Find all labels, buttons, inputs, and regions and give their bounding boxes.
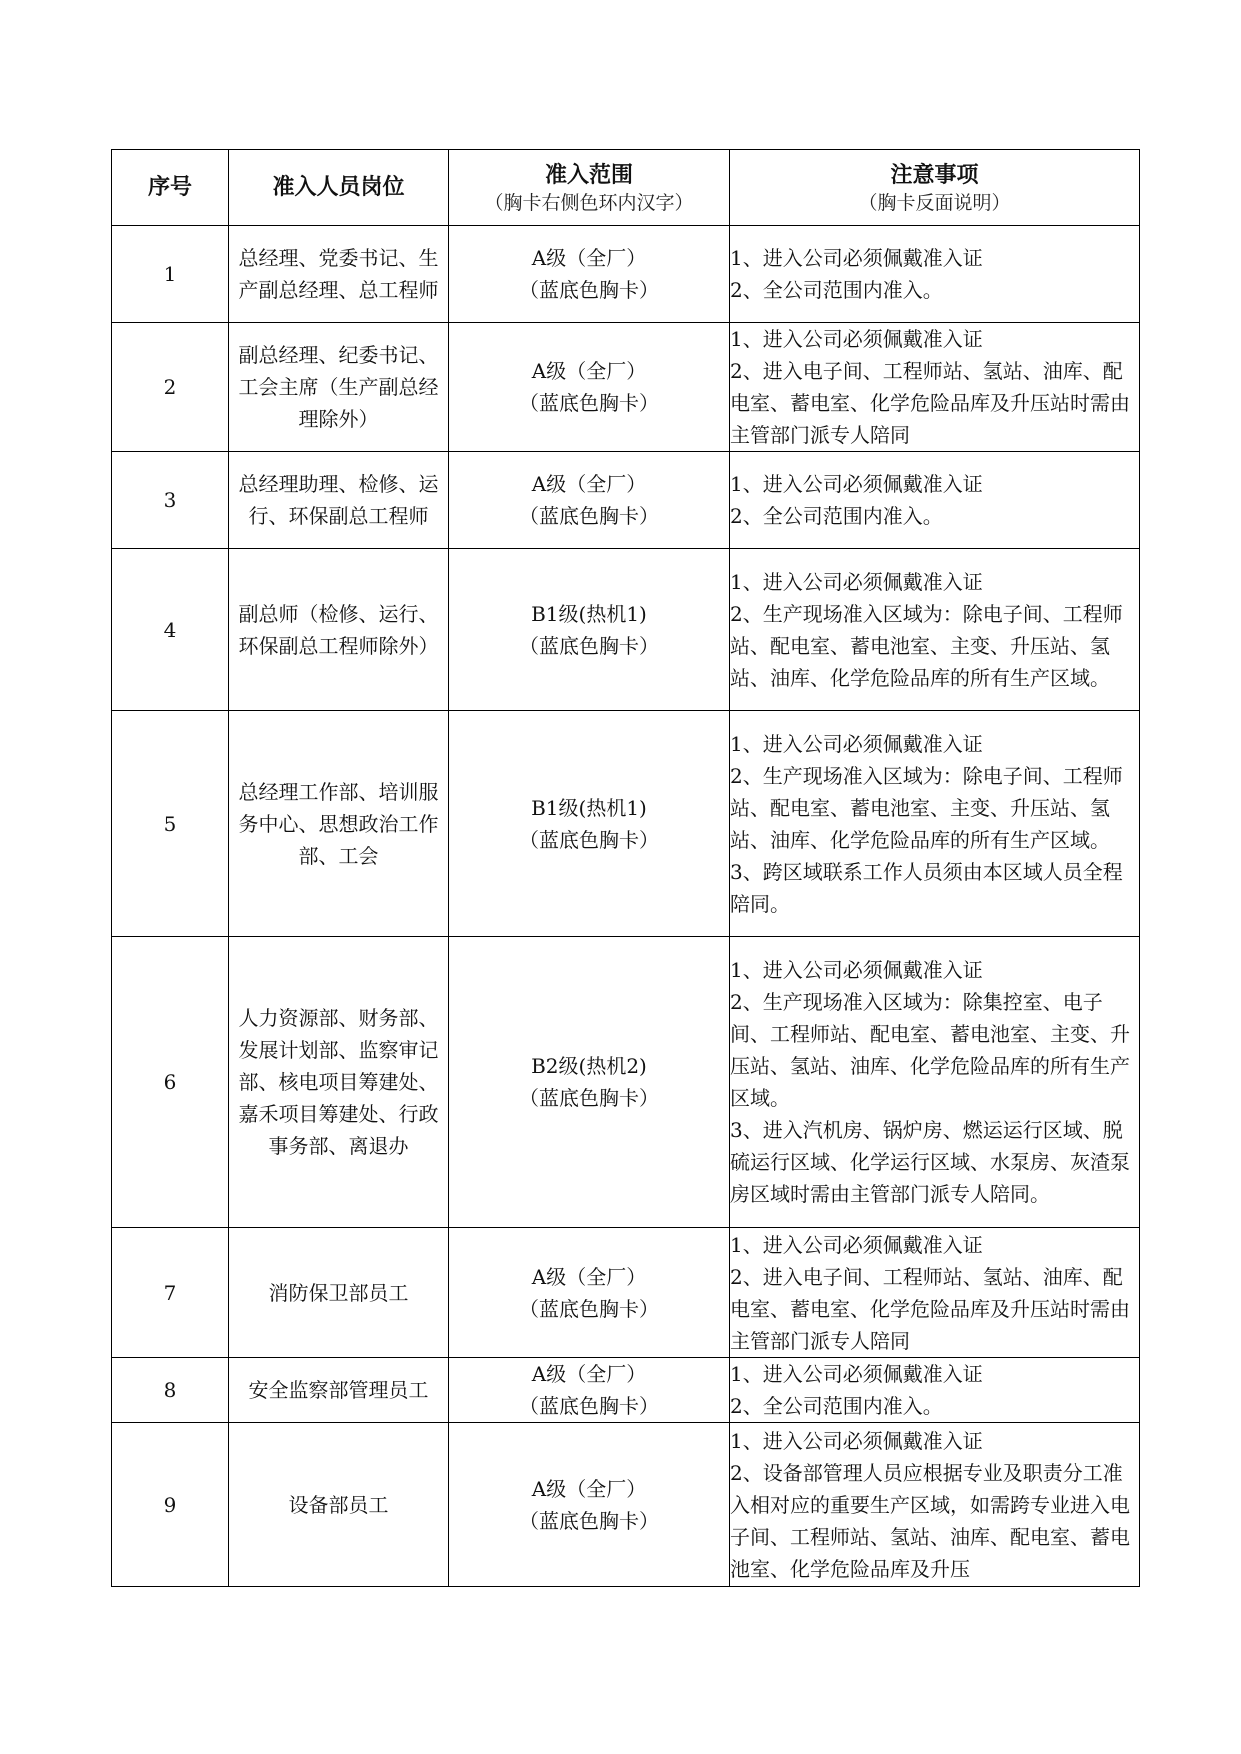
row-number: 3	[112, 452, 229, 549]
header-scope: 准入范围 （胸卡右侧色环内汉字）	[449, 150, 730, 226]
row-number: 9	[112, 1423, 229, 1587]
table-row	[112, 452, 1140, 549]
table-row	[112, 549, 1140, 711]
row-number: 4	[112, 549, 229, 711]
row-post: 设备部员工	[229, 1423, 449, 1587]
note-item: 2、生产现场准入区域为：除电子间、工程师站、配电室、蓄电池室、主变、升压站、氢站、油库、化学危险品库的所有生产区域。	[730, 763, 1123, 852]
scope-card-color: （蓝底色胸卡）	[519, 633, 659, 658]
row-scope	[449, 452, 730, 549]
row-post: 副总师（检修、运行、环保副总工程师除外）	[229, 549, 449, 711]
row-scope	[449, 1358, 730, 1423]
access-permission-table	[111, 149, 1140, 1587]
note-item: 1、进入公司必须佩戴准入证	[730, 731, 983, 756]
row-notes	[730, 452, 1140, 549]
row-notes	[730, 1228, 1140, 1358]
row-scope	[449, 226, 730, 323]
note-item: 2、进入电子间、工程师站、氢站、油库、配电室、蓄电室、化学危险品库及升压站时需由主管部门派专人陪同	[730, 359, 1130, 447]
row-scope	[449, 1423, 730, 1587]
row-post: 安全监察部管理员工	[229, 1358, 449, 1423]
document-page	[111, 149, 1139, 1587]
scope-level: B2级(热机2)	[531, 1054, 647, 1078]
scope-card-color: （蓝底色胸卡）	[519, 391, 659, 415]
scope-card-color: （蓝底色胸卡）	[519, 1296, 659, 1321]
table-row	[112, 226, 1140, 323]
scope-level: A级（全厂）	[531, 1476, 647, 1501]
note-item: 1、进入公司必须佩戴准入证	[730, 472, 983, 496]
row-number: 6	[112, 937, 229, 1228]
scope-level: A级（全厂）	[531, 246, 647, 270]
scope-level: A级（全厂）	[531, 472, 647, 496]
row-post: 副总经理、纪委书记、工会主席（生产副总经理除外）	[229, 323, 449, 452]
note-item: 3、跨区域联系工作人员须由本区域人员全程陪同。	[730, 859, 1123, 916]
scope-card-color: （蓝底色胸卡）	[519, 504, 659, 528]
scope-level: A级（全厂）	[531, 1362, 647, 1386]
row-notes	[730, 1358, 1140, 1423]
table-row	[112, 323, 1140, 452]
row-scope	[449, 711, 730, 937]
row-number: 5	[112, 711, 229, 937]
scope-level: A级（全厂）	[531, 1264, 647, 1289]
note-item: 1、进入公司必须佩戴准入证	[730, 569, 983, 594]
scope-level: B1级(热机1)	[531, 795, 647, 820]
row-post: 人力资源部、财务部、发展计划部、监察审记部、核电项目筹建处、嘉禾项目筹建处、行政事务部、离退办	[229, 937, 449, 1228]
note-item: 2、全公司范围内准入。	[730, 1394, 943, 1418]
scope-card-color: （蓝底色胸卡）	[519, 1086, 659, 1110]
row-number: 8	[112, 1358, 229, 1423]
row-notes	[730, 323, 1140, 452]
row-notes	[730, 226, 1140, 323]
table-header-row	[112, 150, 1140, 226]
note-item: 2、生产现场准入区域为：除电子间、工程师站、配电室、蓄电池室、主变、升压站、氢站、油库、化学危险品库的所有生产区域。	[730, 601, 1123, 690]
row-post: 消防保卫部员工	[229, 1228, 449, 1358]
note-item: 1、进入公司必须佩戴准入证	[730, 327, 983, 351]
note-item: 1、进入公司必须佩戴准入证	[730, 958, 983, 982]
note-item: 1、进入公司必须佩戴准入证	[730, 1232, 983, 1257]
table-row	[112, 1228, 1140, 1358]
table-row	[112, 1423, 1140, 1587]
scope-card-color: （蓝底色胸卡）	[519, 1394, 659, 1418]
scope-card-color: （蓝底色胸卡）	[519, 1508, 659, 1533]
note-item: 2、全公司范围内准入。	[730, 504, 943, 528]
header-post: 准入人员岗位	[229, 150, 449, 226]
table-row	[112, 1358, 1140, 1423]
row-scope	[449, 549, 730, 711]
row-scope	[449, 937, 730, 1228]
row-notes	[730, 937, 1140, 1228]
row-number: 7	[112, 1228, 229, 1358]
note-item: 2、生产现场准入区域为：除集控室、电子间、工程师站、配电室、蓄电池室、主变、升压站、氢站、油库、化学危险品库的所有生产区域。	[730, 990, 1130, 1110]
header-notes: 注意事项 （胸卡反面说明）	[730, 150, 1140, 226]
note-item: 1、进入公司必须佩戴准入证	[730, 246, 983, 270]
note-item: 3、进入汽机房、锅炉房、燃运运行区域、脱硫运行区域、化学运行区域、水泵房、灰渣泵房区域时需由主管部门派专人陪同。	[730, 1118, 1130, 1206]
table-row	[112, 937, 1140, 1228]
row-post: 总经理助理、检修、运行、环保副总工程师	[229, 452, 449, 549]
scope-card-color: （蓝底色胸卡）	[519, 278, 659, 302]
row-post: 总经理工作部、培训服务中心、思想政治工作部、工会	[229, 711, 449, 937]
row-notes	[730, 711, 1140, 937]
scope-level: B1级(热机1)	[531, 601, 647, 626]
row-number: 2	[112, 323, 229, 452]
row-scope	[449, 323, 730, 452]
note-item: 2、设备部管理人员应根据专业及职责分工准入相对应的重要生产区域，如需跨专业进入电子间、工程师站、氢站、油库、配电室、蓄电池室、化学危险品库及升压	[730, 1460, 1130, 1581]
scope-card-color: （蓝底色胸卡）	[519, 827, 659, 852]
row-notes	[730, 1423, 1140, 1587]
note-item: 2、进入电子间、工程师站、氢站、油库、配电室、蓄电室、化学危险品库及升压站时需由主管部门派专人陪同	[730, 1264, 1130, 1353]
row-scope	[449, 1228, 730, 1358]
table-row	[112, 711, 1140, 937]
note-item: 2、全公司范围内准入。	[730, 278, 943, 302]
header-seq: 序号	[112, 150, 229, 226]
row-number: 1	[112, 226, 229, 323]
scope-level: A级（全厂）	[531, 359, 647, 383]
note-item: 1、进入公司必须佩戴准入证	[730, 1428, 983, 1453]
row-post: 总经理、党委书记、生产副总经理、总工程师	[229, 226, 449, 323]
row-notes	[730, 549, 1140, 711]
note-item: 1、进入公司必须佩戴准入证	[730, 1362, 983, 1386]
table-body	[112, 226, 1140, 1587]
